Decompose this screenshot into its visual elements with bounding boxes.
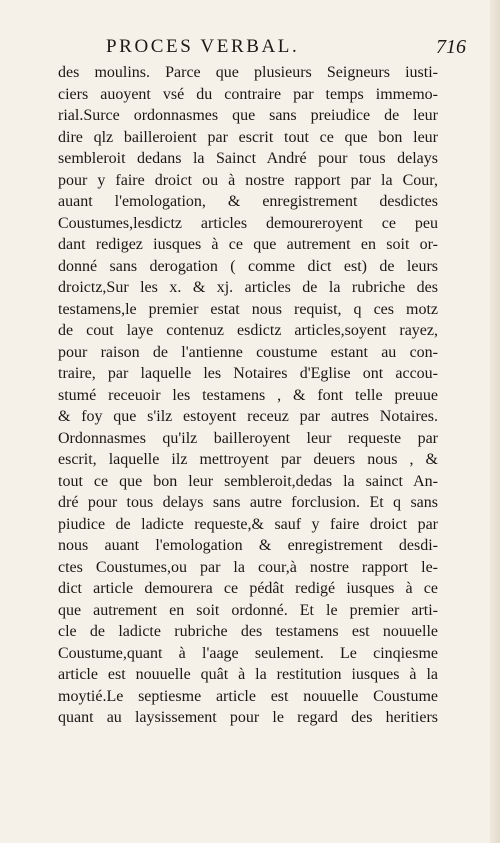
text-line: que autrement en soit ordonné. Et le premier arti- (58, 601, 438, 619)
text-line: ciers auoyent vsé du contraire par temps immemo- (58, 85, 438, 103)
text-line: stumé receuoir les testamens , & font telle preuue (58, 386, 438, 404)
text-line: testamens,le premier estat nous requist, q ces motz (58, 300, 438, 318)
text-line: Coustumes,lesdictz articles demoureroyent ce peu (58, 214, 438, 232)
text-line: traire, par laquelle les Notaires d'Eglise ont accou- (58, 365, 438, 382)
text-line: article est nouuelle quât à la restitution iusques à la (58, 666, 438, 683)
text-line: escrit, laquelle ilz mettroyent par deuers nous , & (58, 451, 438, 468)
page-gutter (490, 0, 500, 843)
text-line: dant redigez iusques à ce que autrement en soit or- (58, 236, 438, 253)
text-line: des moulins. Parce que plusieurs Seigneurs iusti- (58, 64, 438, 81)
text-line: rial.Surce ordonnasmes que sans preiudice de leur (58, 107, 438, 124)
text-line: piudice de ladicte requeste,& sauf y faire droict par (58, 515, 438, 533)
text-line: cle de ladicte rubriche des testamens est nouuelle (58, 623, 438, 640)
text-line: sembleroit dedans la Sainct André pour tous delays (58, 150, 438, 167)
text-line: tout ce que bon leur sembleroit,dedas la sainct An- (58, 472, 438, 490)
text-line: de cout laye contenuz esdictz articles,soyent rayez, (58, 322, 438, 339)
text-line: dire qlz bailleroient par escrit tout ce que bon leur (58, 128, 438, 146)
running-title: PROCES VERBAL. (106, 36, 300, 57)
text-line: nous auant l'emologation & enregistrement desdi- (58, 537, 438, 554)
text-line: pour raison de l'antienne coustume estant au con- (58, 343, 438, 361)
text-line: auant l'emologation, & enregistrement desdictes (58, 193, 438, 210)
text-line: Coustume,quant à l'aage seulement. Le cinqiesme (58, 644, 438, 662)
text-line: droictz,Sur les x. & xj. articles de la rubriche des (58, 279, 438, 296)
text-line: moytié.Le septiesme article est nouuelle Coustume (58, 687, 438, 705)
text-line: & foy que s'ilz estoyent receuz par autres Notaires. (58, 408, 438, 425)
text-line: pour y faire droict ou à nostre rapport par la Cour, (58, 171, 438, 189)
text-line: ctes Coustumes,ou par la cour,à nostre rapport le- (58, 558, 438, 576)
text-line: dré pour tous delays sans autre forclusion. Et q sans (58, 494, 438, 511)
page-number: 716 (436, 36, 466, 58)
body-text (58, 62, 438, 729)
text-line: dict article demourera ce pédât redigé iusques à ce (58, 580, 438, 597)
text-line: quant au laysissement pour le regard des heritiers (58, 709, 438, 726)
text-line: donné sans derogation ( comme dict est) de leurs (58, 257, 438, 275)
text-line: Ordonnasmes qu'ilz bailleroyent leur requeste par (58, 429, 438, 447)
